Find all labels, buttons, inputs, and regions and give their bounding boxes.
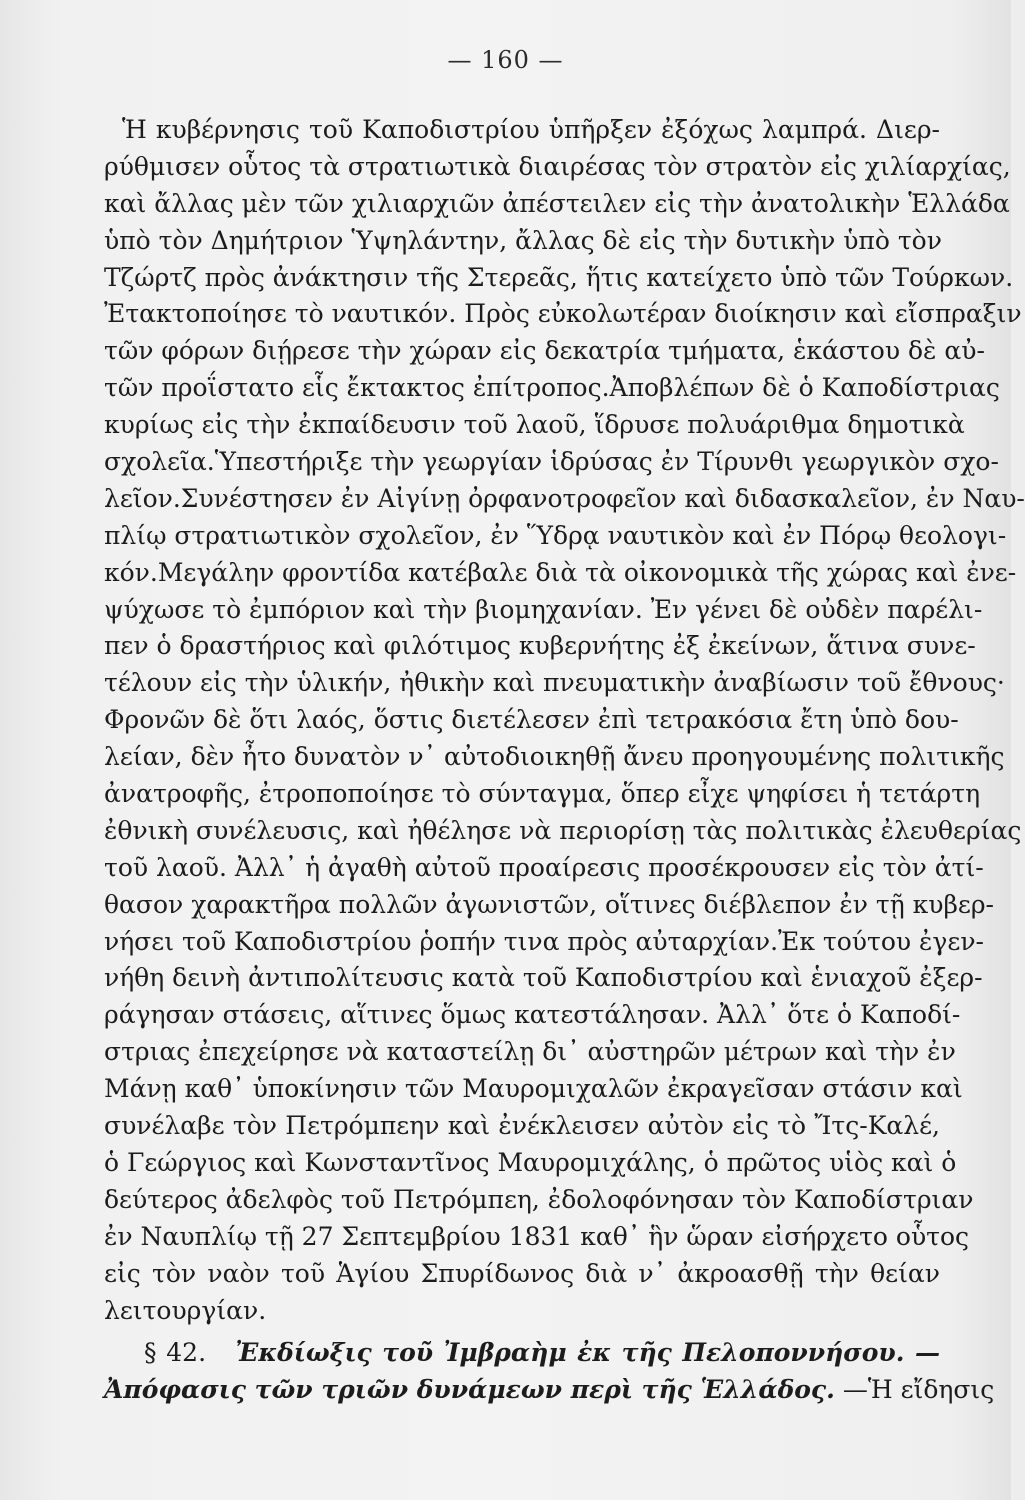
section-heading-continued bbox=[104, 1372, 995, 1409]
text-line: ὑπὸ τὸν Δημήτριον Ὑψηλάντην, ἄλλας δὲ εἰς τὴν δυτικὴν ὑπὸ τὸν bbox=[104, 225, 942, 255]
text-line: καὶ ἄλλας μὲν τῶν χιλιαρχιῶν ἀπέστειλεν εἰς τὴν ἀνατολικὴν Ἑλλάδα bbox=[104, 188, 1010, 218]
text-line: κυρίως εἰς τὴν ἐκπαίδευσιν τοῦ λαοῦ, ἵδρυσε πολυάριθμα δημοτικὰ bbox=[104, 410, 965, 440]
text-line: λείαν, δὲν ἦτο δυνατὸν ν᾽ αὐτοδιοικηθῇ ἄνευ προηγουμένης πολιτικῆς bbox=[104, 742, 1005, 772]
text-line: δεύτερος ἀδελφὸς τοῦ Πετρόμπεη, ἐδολοφόνησαν τὸν Καποδίστριαν bbox=[104, 1184, 974, 1214]
text-line: στριας ἐπεχείρησε νὰ καταστείλῃ δι᾽ αὐστηρῶν μέτρων καὶ τὴν ἐν bbox=[104, 1037, 956, 1067]
section-text-start: —Ἡ εἴδησις bbox=[842, 1375, 995, 1405]
text-line: Τζώρτζ πρὸς ἀνάκτησιν τῆς Στερεᾶς, ἥτις κατείχετο ὑπὸ τῶν Τούρκων. bbox=[104, 262, 1014, 292]
text-line: θασον χαρακτῆρα πολλῶν ἀγωνιστῶν, οἵτινες διέβλεπον ἐν τῇ κυβερ- bbox=[104, 889, 995, 919]
text-line: τῶν προΐστατο εἷς ἔκτακτος ἐπίτροπος.Ἀποβλέπων δὲ ὁ Καποδίστριας bbox=[104, 373, 1000, 403]
section-heading bbox=[104, 1335, 940, 1372]
text-line: συνέλαβε τὸν Πετρόμπεην καὶ ἐνέκλεισεν αὐτὸν εἰς τὸ Ἴτς-Καλέ, bbox=[104, 1111, 940, 1141]
text-line: κόν.Μεγάλην φροντίδα κατέβαλε διὰ τὰ οἰκονομικὰ τῆς χώρας καὶ ἐνε- bbox=[104, 557, 1017, 587]
page-number: — 160 — bbox=[447, 46, 564, 74]
text-line: λειτουργίαν. bbox=[104, 1295, 267, 1325]
text-line: Φρονῶν δὲ ὅτι λαός, ὅστις διετέλεσεν ἐπὶ τετρακόσια ἔτη ὑπὸ δου- bbox=[104, 705, 959, 735]
text-line: ἐθνικὴ συνέλευσις, καὶ ἠθέλησε νὰ περιορίσῃ τὰς πολιτικὰς ἐλευθερίας bbox=[104, 815, 1022, 845]
text-line: τῶν φόρων διῄρεσε τὴν χώραν εἰς δεκατρία τμήματα, ἑκάστου δὲ αὐ- bbox=[104, 336, 985, 366]
text-line: ψύχωσε τὸ ἐμπόριον καὶ τὴν βιομηχανίαν. Ἐν γένει δὲ οὐδὲν παρέλι- bbox=[104, 594, 983, 624]
text-line: σχολεῖα.Ὑπεστήριξε τὴν γεωργίαν ἱδρύσας ἐν Τίρυνθι γεωργικὸν σχο- bbox=[104, 447, 999, 477]
text-line: λεῖον.Συνέστησεν ἐν Αἰγίνῃ ὀρφανοτροφεῖον καὶ διδασκαλεῖον, ἐν Ναυ- bbox=[104, 483, 1025, 513]
text-line: Μάνῃ καθ᾽ ὑποκίνησιν τῶν Μαυρομιχαλῶν ἐκραγεῖσαν στάσιν καὶ bbox=[104, 1074, 963, 1104]
text-line: εἰς τὸν ναὸν τοῦ Ἁγίου Σπυρίδωνος διὰ ν᾽ ἀκροασθῇ τὴν θείαν bbox=[104, 1258, 940, 1288]
text-line: Ἡ κυβέρνησις τοῦ Καποδιστρίου ὑπῆρξεν ἐξόχως λαμπρά. Διερ- bbox=[122, 115, 940, 144]
text-line: ὁ Γεώργιος καὶ Κωνσταντῖνος Μαυρομιχάλης, ὁ πρῶτος υἱὸς καὶ ὁ bbox=[104, 1147, 957, 1177]
text-line: νήσει τοῦ Καποδιστρίου ῥοπήν τινα πρὸς αὐταρχίαν.Ἐκ τούτου ἐγεν- bbox=[104, 926, 984, 956]
section-number: § 42. bbox=[144, 1338, 207, 1368]
body-paragraph bbox=[104, 112, 1025, 1409]
text-line: ρύθμισεν οὗτος τὰ στρατιωτικὰ διαιρέσας τὸν στρατὸν εἰς χιλίαρχίας, bbox=[104, 151, 1011, 181]
text-line: ράγησαν στάσεις, αἵτινες ὅμως κατεστάλησαν. Ἀλλ᾽ ὅτε ὁ Καποδί- bbox=[104, 1000, 961, 1030]
text-line: νήθη δεινὴ ἀντιπολίτευσις κατὰ τοῦ Καποδιστρίου καὶ ἑνιαχοῦ ἐξερ- bbox=[104, 963, 983, 993]
text-line: τοῦ λαοῦ. Ἀλλ᾽ ἡ ἀγαθὴ αὐτοῦ προαίρεσις προσέκρουσεν εἰς τὸν ἀτί- bbox=[104, 852, 984, 882]
text-line: τέλουν εἰς τὴν ὑλικήν, ἠθικὴν καὶ πνευματικὴν ἀναβίωσιν τοῦ ἔθνους· bbox=[104, 668, 1005, 698]
section-title-part1: Ἐκδίωξις τοῦ Ἰμβραὴμ ἐκ τῆς Πελοποννήσου. — bbox=[235, 1338, 940, 1368]
text-line: πλίῳ στρατιωτικὸν σχολεῖον, ἐν Ὕδρᾳ ναυτικὸν καὶ ἐν Πόρῳ θεολογι- bbox=[104, 520, 1007, 550]
text-line: πεν ὁ δραστήριος καὶ φιλότιμος κυβερνήτης ἐξ ἐκείνων, ἅτινα συνε- bbox=[104, 631, 976, 661]
section-title-part2: Ἀπόφασις τῶν τριῶν δυνάμεων περὶ τῆς Ἑλλάδος. bbox=[104, 1375, 835, 1405]
text-line: Ἐτακτοποίησε τὸ ναυτικόν. Πρὸς εὐκολωτέραν διοίκησιν καὶ εἴσπραξιν bbox=[104, 299, 1022, 329]
text-line: ἀνατροφῆς, ἐτροποποίησε τὸ σύνταγμα, ὅπερ εἶχε ψηφίσει ἡ τετάρτη bbox=[104, 779, 981, 809]
text-line: ἐν Ναυπλίῳ τῇ 27 Σεπτεμβρίου 1831 καθ᾽ ἣν ὥραν εἰσήρχετο οὗτος bbox=[104, 1221, 970, 1251]
